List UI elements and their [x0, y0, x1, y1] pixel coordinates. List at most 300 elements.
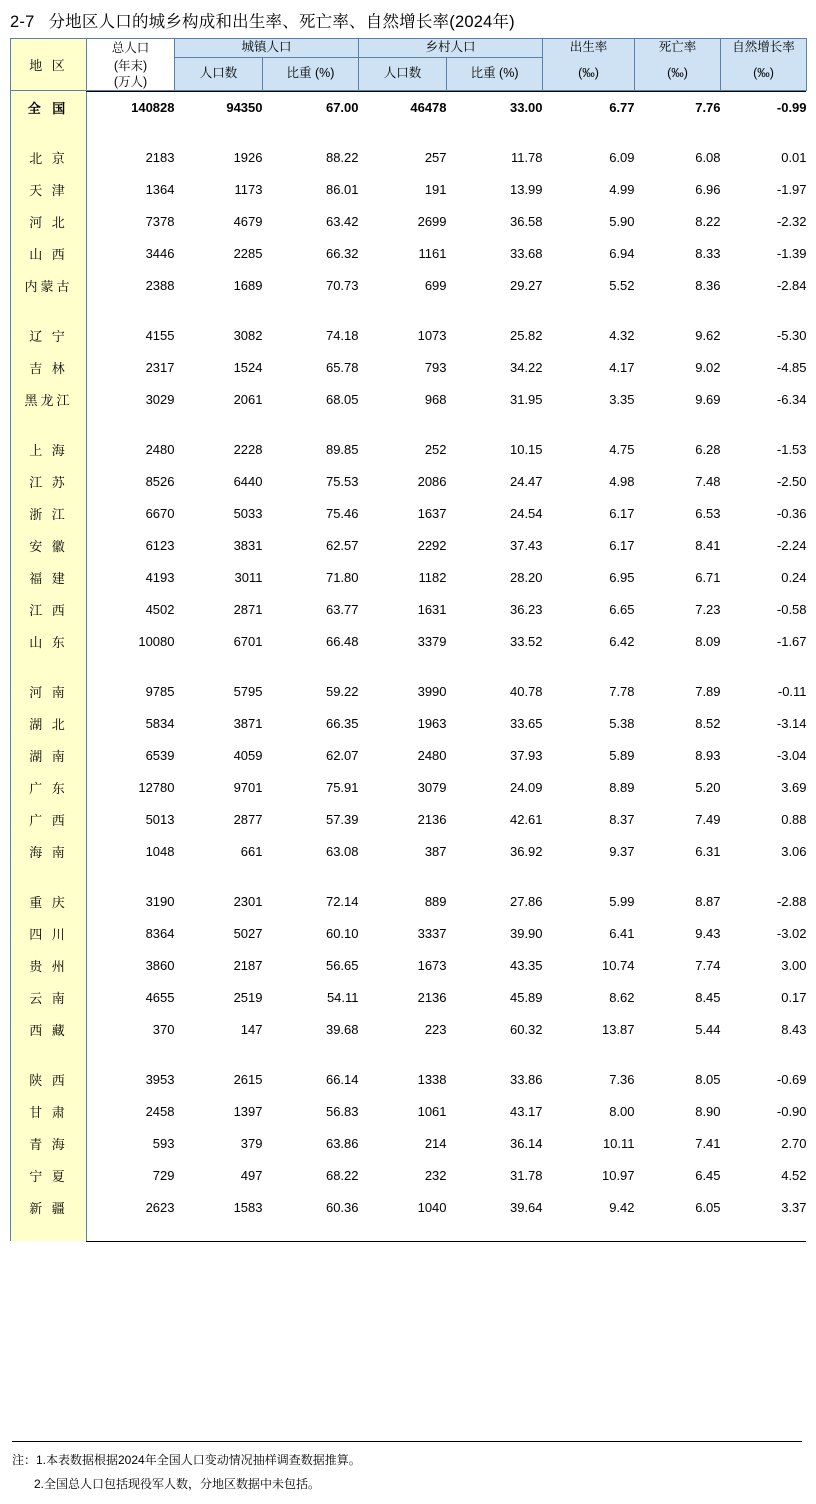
cell-rural-share: 39.90	[509, 925, 543, 941]
spacer-cell	[87, 1045, 175, 1063]
row-spacer	[11, 867, 807, 885]
spacer-cell	[87, 415, 175, 433]
cell-birth: 4.98	[609, 473, 635, 489]
row-spacer	[11, 1045, 807, 1063]
spacer-cell	[87, 1223, 175, 1241]
cell-rural-count: 2292	[417, 537, 447, 553]
table-row	[11, 675, 807, 707]
header-total-pop-sub1: (年末)	[87, 58, 175, 74]
table-row	[11, 351, 807, 383]
cell-rural-count: 1161	[418, 245, 447, 261]
row-spacer	[11, 123, 807, 141]
cell-natural: -1.39	[776, 245, 807, 261]
spacer-cell	[263, 657, 359, 675]
cell-natural: -6.34	[776, 391, 807, 407]
cell-death: 8.93	[695, 747, 721, 763]
cell-rural-count: 3990	[417, 683, 447, 699]
cell-total: 1364	[145, 181, 175, 197]
spacer-cell	[175, 301, 263, 319]
cell-urban-share: 66.14	[325, 1071, 359, 1087]
table-row	[11, 529, 807, 561]
cell-urban-share: 62.57	[325, 537, 359, 553]
cell-death: 8.05	[695, 1071, 721, 1087]
table-row	[11, 625, 807, 657]
cell-birth: 4.32	[609, 327, 635, 343]
cell-rural-count: 2136	[417, 989, 447, 1005]
cell-rural-count: 214	[424, 1135, 447, 1151]
cell-urban-count: 497	[240, 1167, 263, 1183]
cell-rural-count: 1073	[417, 327, 447, 343]
table-row	[11, 771, 807, 803]
spacer-cell	[721, 415, 807, 433]
cell-urban-share: 56.65	[325, 957, 359, 973]
cell-birth: 5.52	[609, 277, 635, 293]
cell-rural-share: 36.23	[509, 601, 543, 617]
row-region-label: 黑龙江	[11, 383, 87, 415]
cell-rural-share: 40.78	[509, 683, 543, 699]
table-row	[11, 319, 807, 351]
cell-natural: -3.14	[776, 715, 807, 731]
cell-birth: 4.99	[609, 181, 635, 197]
cell-urban-count: 5795	[233, 683, 263, 699]
row-region-label: 浙 江	[11, 497, 87, 529]
spacer-cell	[543, 415, 635, 433]
cell-rural-count: 2086	[417, 473, 447, 489]
cell-total: 2623	[145, 1199, 175, 1215]
table-row	[11, 1013, 807, 1045]
cell-rural-count: 1673	[417, 957, 447, 973]
cell-urban-share: 89.85	[325, 441, 359, 457]
cell-death: 5.44	[695, 1021, 721, 1037]
cell-death: 7.76	[695, 99, 721, 115]
cell-urban-count: 2228	[233, 441, 263, 457]
row-spacer	[11, 657, 807, 675]
cell-rural-share: 36.14	[509, 1135, 543, 1151]
spacer-region	[11, 415, 87, 433]
spacer-cell	[447, 1045, 543, 1063]
header-rural-share: 比重 (%)	[447, 58, 543, 91]
cell-natural: 0.01	[781, 149, 807, 165]
cell-urban-count: 1689	[233, 277, 263, 293]
cell-rural-share: 31.95	[509, 391, 543, 407]
note-2: 2.全国总人口包括现役军人数，分地区数据中未包括。	[34, 1477, 321, 1491]
cell-death: 8.90	[695, 1103, 721, 1119]
header-urban-share: 比重 (%)	[263, 58, 359, 91]
cell-total: 9785	[145, 683, 175, 699]
cell-urban-share: 75.53	[325, 473, 359, 489]
table-row	[11, 205, 807, 237]
header-urban: 城镇人口	[175, 39, 359, 58]
cell-rural-count: 387	[424, 843, 447, 859]
cell-total: 2317	[145, 359, 175, 375]
spacer-region	[11, 301, 87, 319]
cell-urban-share: 59.22	[325, 683, 359, 699]
spacer-cell	[543, 867, 635, 885]
spacer-region	[11, 867, 87, 885]
row-region-label: 广 西	[11, 803, 87, 835]
cell-death: 6.45	[695, 1167, 721, 1183]
cell-rural-count: 889	[424, 893, 447, 909]
cell-birth: 7.78	[609, 683, 635, 699]
page-title	[0, 0, 816, 38]
row-region-label: 甘 肃	[11, 1095, 87, 1127]
cell-urban-share: 67.00	[325, 99, 359, 115]
cell-rural-count: 1631	[417, 601, 447, 617]
spacer-cell	[87, 867, 175, 885]
cell-total: 2458	[145, 1103, 175, 1119]
table-row	[11, 1191, 807, 1223]
cell-natural: -2.32	[776, 213, 807, 229]
cell-total: 3190	[145, 893, 175, 909]
cell-rural-count: 257	[424, 149, 447, 165]
spacer-cell	[359, 301, 447, 319]
table-row	[11, 917, 807, 949]
notes-section	[12, 1441, 802, 1496]
cell-rural-share: 25.82	[509, 327, 543, 343]
cell-birth: 7.36	[609, 1071, 635, 1087]
cell-rural-count: 1963	[417, 715, 447, 731]
cell-death: 9.69	[695, 391, 721, 407]
cell-total: 8526	[145, 473, 175, 489]
spacer-cell	[635, 123, 721, 141]
header-natural-unit: (‰)	[721, 58, 807, 91]
cell-rural-share: 60.32	[509, 1021, 543, 1037]
spacer-cell	[263, 867, 359, 885]
cell-urban-share: 70.73	[325, 277, 359, 293]
cell-total: 3029	[145, 391, 175, 407]
spacer-cell	[447, 123, 543, 141]
cell-rural-share: 24.47	[509, 473, 543, 489]
cell-urban-count: 2519	[233, 989, 263, 1005]
cell-total: 8364	[145, 925, 175, 941]
cell-rural-share: 43.35	[509, 957, 543, 973]
cell-natural: -0.11	[777, 683, 807, 699]
cell-urban-share: 63.77	[325, 601, 359, 617]
cell-rural-share: 42.61	[509, 811, 543, 827]
header-rural-count: 人口数	[359, 58, 447, 91]
cell-death: 8.45	[695, 989, 721, 1005]
cell-natural: -0.99	[776, 99, 807, 115]
cell-urban-share: 60.36	[325, 1199, 359, 1215]
header-urban-count: 人口数	[175, 58, 263, 91]
cell-natural: -0.90	[776, 1103, 807, 1119]
row-region-label: 辽 宁	[11, 319, 87, 351]
row-region-label: 四 川	[11, 917, 87, 949]
population-table	[10, 38, 807, 1241]
cell-birth: 13.87	[601, 1021, 635, 1037]
cell-rural-count: 2480	[417, 747, 447, 763]
cell-rural-count: 3079	[417, 779, 447, 795]
cell-birth: 4.75	[609, 441, 635, 457]
spacer-cell	[87, 123, 175, 141]
table-row	[11, 383, 807, 415]
cell-total: 4655	[145, 989, 175, 1005]
spacer-cell	[359, 867, 447, 885]
cell-birth: 10.74	[601, 957, 635, 973]
cell-rural-share: 33.86	[509, 1071, 543, 1087]
cell-total: 4502	[145, 601, 175, 617]
table-row	[11, 981, 807, 1013]
spacer-cell	[87, 301, 175, 319]
cell-birth: 6.95	[609, 569, 635, 585]
cell-death: 7.49	[695, 811, 721, 827]
cell-urban-count: 2061	[233, 391, 263, 407]
table-rule	[86, 1241, 806, 1242]
cell-rural-share: 37.43	[509, 537, 543, 553]
row-region-label: 海 南	[11, 835, 87, 867]
table-row	[11, 269, 807, 301]
cell-total: 1048	[145, 843, 175, 859]
cell-urban-count: 6701	[233, 633, 263, 649]
cell-rural-share: 24.54	[509, 505, 543, 521]
cell-urban-share: 88.22	[325, 149, 359, 165]
table-row	[11, 803, 807, 835]
cell-rural-count: 252	[424, 441, 447, 457]
cell-rural-count: 223	[424, 1021, 447, 1037]
cell-urban-share: 65.78	[325, 359, 359, 375]
spacer-cell	[359, 1223, 447, 1241]
row-region-label: 吉 林	[11, 351, 87, 383]
table-row	[11, 1095, 807, 1127]
row-region-label: 陕 西	[11, 1063, 87, 1095]
cell-birth: 8.62	[609, 989, 635, 1005]
table-row	[11, 237, 807, 269]
spacer-region	[11, 123, 87, 141]
row-region-label: 山 东	[11, 625, 87, 657]
spacer-cell	[721, 301, 807, 319]
cell-birth: 5.38	[609, 715, 635, 731]
table-row	[11, 1159, 807, 1191]
cell-rural-share: 10.15	[509, 441, 543, 457]
cell-urban-share: 75.91	[325, 779, 359, 795]
table-row	[11, 1063, 807, 1095]
table-wrapper	[0, 38, 816, 1241]
cell-rural-share: 29.27	[509, 277, 543, 293]
cell-urban-count: 1524	[233, 359, 263, 375]
header-birth-unit: (‰)	[543, 58, 635, 91]
cell-total: 3446	[145, 245, 175, 261]
cell-rural-share: 11.78	[510, 149, 543, 165]
cell-urban-share: 62.07	[325, 747, 359, 763]
cell-death: 6.71	[695, 569, 721, 585]
row-region-label: 河 南	[11, 675, 87, 707]
table-row	[11, 497, 807, 529]
cell-birth: 6.41	[609, 925, 635, 941]
cell-urban-count: 2871	[233, 601, 263, 617]
cell-death: 8.09	[695, 633, 721, 649]
header-birth-rate: 出生率	[543, 39, 635, 58]
cell-birth: 10.11	[602, 1135, 635, 1151]
row-region-label: 山 西	[11, 237, 87, 269]
cell-total: 140828	[131, 99, 175, 115]
cell-urban-count: 6440	[233, 473, 263, 489]
row-region-label: 江 苏	[11, 465, 87, 497]
cell-total: 6123	[145, 537, 175, 553]
cell-birth: 5.89	[609, 747, 635, 763]
spacer-cell	[263, 1223, 359, 1241]
spacer-cell	[635, 1045, 721, 1063]
spacer-cell	[447, 867, 543, 885]
table-row	[11, 173, 807, 205]
spacer-region	[11, 1223, 87, 1241]
cell-rural-share: 39.64	[509, 1199, 543, 1215]
cell-total: 4155	[145, 327, 175, 343]
cell-urban-count: 1926	[233, 149, 263, 165]
table-rule	[86, 91, 806, 92]
cell-natural: -4.85	[776, 359, 807, 375]
cell-death: 7.74	[695, 957, 721, 973]
cell-death: 8.87	[695, 893, 721, 909]
cell-rural-count: 46478	[410, 99, 447, 115]
spacer-cell	[635, 415, 721, 433]
spacer-cell	[635, 1223, 721, 1241]
cell-rural-count: 3379	[417, 633, 447, 649]
table-header	[11, 39, 807, 91]
cell-rural-count: 1338	[417, 1071, 447, 1087]
cell-urban-share: 60.10	[325, 925, 359, 941]
cell-urban-share: 56.83	[325, 1103, 359, 1119]
spacer-cell	[263, 1045, 359, 1063]
spacer-cell	[359, 657, 447, 675]
table-row	[11, 739, 807, 771]
cell-rural-share: 36.92	[509, 843, 543, 859]
cell-natural: 0.88	[781, 811, 807, 827]
table-row	[11, 885, 807, 917]
cell-natural: -3.04	[776, 747, 807, 763]
cell-birth: 6.65	[609, 601, 635, 617]
cell-natural: -0.69	[776, 1071, 807, 1087]
spacer-cell	[263, 123, 359, 141]
cell-birth: 6.94	[609, 245, 635, 261]
cell-total: 5834	[145, 715, 175, 731]
cell-birth: 10.97	[601, 1167, 635, 1183]
cell-death: 5.20	[695, 779, 721, 795]
cell-birth: 9.42	[609, 1199, 635, 1215]
cell-total: 2480	[145, 441, 175, 457]
cell-urban-share: 74.18	[325, 327, 359, 343]
spacer-cell	[721, 867, 807, 885]
spacer-cell	[447, 301, 543, 319]
cell-birth: 6.09	[609, 149, 635, 165]
cell-natural: -2.50	[776, 473, 807, 489]
cell-total: 3953	[145, 1071, 175, 1087]
cell-rural-count: 1182	[418, 569, 447, 585]
cell-death: 7.41	[695, 1135, 721, 1151]
spacer-cell	[721, 657, 807, 675]
cell-total: 7378	[145, 213, 175, 229]
cell-urban-count: 3831	[233, 537, 263, 553]
header-region: 地 区	[11, 39, 87, 91]
notes-divider	[12, 1441, 802, 1442]
cell-death: 8.41	[695, 537, 721, 553]
cell-rural-share: 27.86	[509, 893, 543, 909]
cell-urban-share: 71.80	[325, 569, 359, 585]
header-rural: 乡村人口	[359, 39, 543, 58]
cell-birth: 6.42	[609, 633, 635, 649]
table-row	[11, 141, 807, 173]
cell-rural-share: 13.99	[509, 181, 543, 197]
cell-birth: 6.17	[609, 505, 635, 521]
spacer-cell	[175, 1223, 263, 1241]
spacer-cell	[635, 301, 721, 319]
cell-natural: -1.97	[776, 181, 807, 197]
row-region-label: 贵 州	[11, 949, 87, 981]
cell-rural-share: 45.89	[509, 989, 543, 1005]
cell-death: 6.08	[695, 149, 721, 165]
table-row	[11, 1127, 807, 1159]
row-region-label: 内蒙古	[11, 269, 87, 301]
cell-urban-count: 2301	[233, 893, 263, 909]
spacer-cell	[175, 1045, 263, 1063]
cell-natural: -2.88	[776, 893, 807, 909]
cell-rural-share: 33.52	[509, 633, 543, 649]
header-natural-rate: 自然增长率	[721, 39, 807, 58]
spacer-cell	[721, 1223, 807, 1241]
cell-birth: 6.77	[609, 99, 635, 115]
spacer-region	[11, 657, 87, 675]
cell-total: 2183	[145, 149, 175, 165]
cell-total: 593	[152, 1135, 175, 1151]
header-total-pop: 总人口	[87, 39, 175, 58]
cell-total: 729	[152, 1167, 175, 1183]
row-region-label: 河 北	[11, 205, 87, 237]
cell-total: 6539	[145, 747, 175, 763]
cell-urban-count: 661	[240, 843, 263, 859]
cell-death: 9.43	[695, 925, 721, 941]
spacer-cell	[543, 301, 635, 319]
spacer-cell	[87, 657, 175, 675]
cell-urban-count: 9701	[233, 779, 263, 795]
cell-urban-count: 3082	[233, 327, 263, 343]
cell-urban-count: 4679	[233, 213, 263, 229]
cell-death: 8.52	[695, 715, 721, 731]
cell-rural-count: 1040	[417, 1199, 447, 1215]
cell-urban-count: 2187	[233, 957, 263, 973]
cell-death: 6.53	[695, 505, 721, 521]
cell-death: 8.36	[695, 277, 721, 293]
spacer-cell	[359, 123, 447, 141]
spacer-cell	[721, 1045, 807, 1063]
cell-total: 6670	[145, 505, 175, 521]
cell-death: 6.28	[695, 441, 721, 457]
spacer-cell	[543, 123, 635, 141]
cell-rural-share: 37.93	[509, 747, 543, 763]
table-row	[11, 949, 807, 981]
cell-urban-share: 57.39	[325, 811, 359, 827]
cell-rural-count: 968	[424, 391, 447, 407]
cell-urban-share: 66.48	[325, 633, 359, 649]
cell-rural-count: 793	[424, 359, 447, 375]
cell-death: 9.62	[695, 327, 721, 343]
row-region-label: 安 徽	[11, 529, 87, 561]
cell-natural: -2.24	[776, 537, 807, 553]
cell-urban-count: 3871	[233, 715, 263, 731]
cell-total: 370	[152, 1021, 175, 1037]
cell-birth: 3.35	[609, 391, 635, 407]
cell-urban-count: 3011	[234, 569, 263, 585]
cell-urban-count: 1173	[234, 181, 263, 197]
spacer-cell	[263, 415, 359, 433]
spacer-cell	[721, 123, 807, 141]
cell-total: 5013	[145, 811, 175, 827]
row-region-label: 广 东	[11, 771, 87, 803]
cell-total: 4193	[145, 569, 175, 585]
cell-natural: 3.00	[781, 957, 807, 973]
cell-death: 8.22	[695, 213, 721, 229]
cell-natural: -2.84	[776, 277, 807, 293]
cell-natural: 0.17	[781, 989, 807, 1005]
row-spacer	[11, 415, 807, 433]
